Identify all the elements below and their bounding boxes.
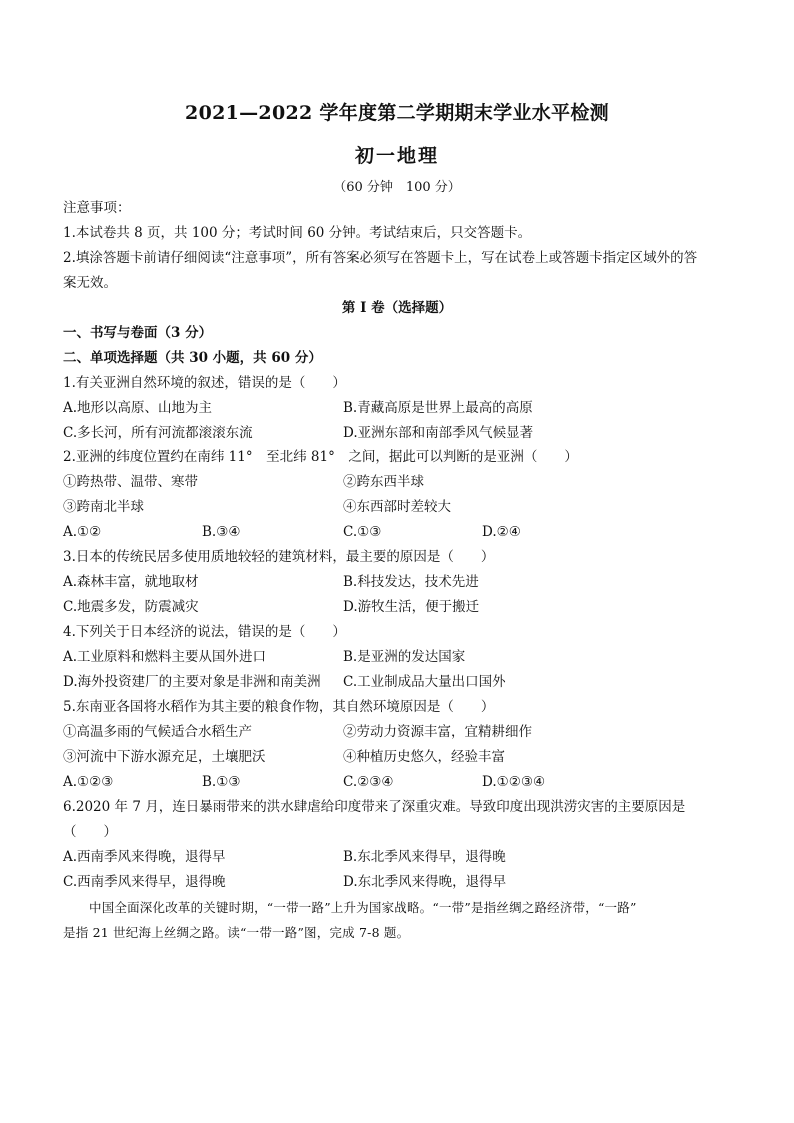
q2-statement-4: ④东西部时差较大	[343, 499, 451, 515]
exam-subject: 初一地理	[354, 145, 439, 167]
passage-line-1	[63, 895, 739, 920]
q5-stem: 5.东南亚各国将水稻作为其主要的粮食作物，其自然环境原因是（ ）	[63, 699, 495, 715]
section-2-heading: 二、单项选择题（共 30 小题，共 60 分）	[63, 350, 322, 366]
q5-statement-4: ④种植历史悠久，经验丰富	[343, 749, 505, 765]
q4-option-d: D.海外投资建厂的主要对象是非洲和南美洲	[63, 674, 321, 690]
notice-item-2-line-1: 2.填涂答题卡前请仔细阅读“注意事项”，所有答案必须写在答题卡上，写在试卷上或答题卡指定区域外的答	[63, 250, 698, 266]
q2-option-c: C.①③	[343, 524, 382, 540]
q6-option-c: C.西南季风来得早，退得晚	[63, 874, 226, 890]
q5-option-d: D.①②③④	[482, 774, 546, 790]
q2-statement-1: ①跨热带、温带、寒带	[63, 474, 198, 490]
q5-statement-3: ③河流中下游水源充足，土壤肥沃	[63, 749, 266, 765]
exam-title: 2021—2022 学年度第二学期期末学业水平检测	[185, 102, 609, 124]
notice-heading: 注意事项：	[63, 200, 131, 216]
q3-option-a: A.森林丰富，就地取材	[63, 574, 199, 590]
exam-duration: （60 分钟 100 分）	[333, 180, 461, 195]
q5-statement-1: ①高温多雨的气候适合水稻生产	[63, 724, 252, 740]
q5-statement-2: ②劳动力资源丰富，宜精耕细作	[343, 724, 532, 740]
q2-stem: 2.亚洲的纬度位置约在南纬 11° 至北纬 81° 之间，据此可以判断的是亚洲（ ）	[63, 449, 578, 465]
q1-stem: 1.有关亚洲自然环境的叙述，错误的是（ ）	[63, 375, 346, 391]
q2-option-a: A.①②	[63, 524, 102, 540]
q6-option-b: B.东北季风来得早，退得晚	[343, 849, 506, 865]
q6-option-a: A.西南季风来得晚，退得早	[63, 849, 226, 865]
q2-option-d: D.②④	[482, 524, 521, 540]
q6-stem-line-2: （ ）	[63, 824, 117, 840]
q1-option-a: A.地形以高原、山地为主	[63, 400, 213, 416]
notice-item-2-line-2: 案无效。	[63, 275, 117, 291]
q1-option-b: B.青藏高原是世界上最高的高原	[343, 400, 533, 416]
q3-option-d: D.游牧生活，便于搬迁	[343, 599, 480, 615]
q5-option-c: C.②③④	[343, 774, 394, 790]
q2-option-b: B.③④	[202, 524, 241, 540]
q6-stem-line-1: 6.2020 年 7 月，连日暴雨带来的洪水肆虐给印度带来了深重灾难。导致印度出现洪涝灾害的主要原因是	[63, 799, 686, 815]
q2-statement-2: ②跨东西半球	[343, 474, 424, 490]
q4-option-c: C.工业制成品大量出口国外	[343, 674, 506, 690]
q5-option-a: A.①②③	[63, 774, 114, 790]
passage-line-2: 是指 21 世纪海上丝绸之路。读“一带一路”图，完成 7-8 题。	[63, 925, 410, 940]
q3-stem: 3.日本的传统民居多使用质地较轻的建筑材料，最主要的原因是（ ）	[63, 549, 495, 565]
passage-line-1-text: 中国全面深化改革的关键时期，“一带一路”上升为国家战略。“一带”是指丝绸之路经济带，“一路”	[89, 900, 637, 915]
q3-option-b: B.科技发达，技术先进	[343, 574, 479, 590]
q1-option-c: C.多长河，所有河流都滚滚东流	[63, 425, 253, 441]
q4-option-a: A.工业原料和燃料主要从国外进口	[63, 649, 267, 665]
q2-statement-3: ③跨南北半球	[63, 499, 144, 515]
q4-stem: 4.下列关于日本经济的说法，错误的是（ ）	[63, 624, 346, 640]
q1-option-d: D.亚洲东部和南部季风气候显著	[343, 425, 534, 441]
q5-option-b: B.①③	[202, 774, 241, 790]
section-1-heading: 一、书写与卷面（3 分）	[63, 325, 213, 341]
part-1-heading: 第 I 卷（选择题）	[341, 300, 453, 316]
q3-option-c: C.地震多发，防震减灾	[63, 599, 199, 615]
q4-option-b: B.是亚洲的发达国家	[343, 649, 466, 665]
passage-7-8	[63, 895, 739, 945]
notice-item-1: 1.本试卷共 8 页，共 100 分；考试时间 60 分钟。考试结束后，只交答题卡。	[63, 225, 532, 241]
q6-option-d: D.东北季风来得晚，退得早	[343, 874, 507, 890]
